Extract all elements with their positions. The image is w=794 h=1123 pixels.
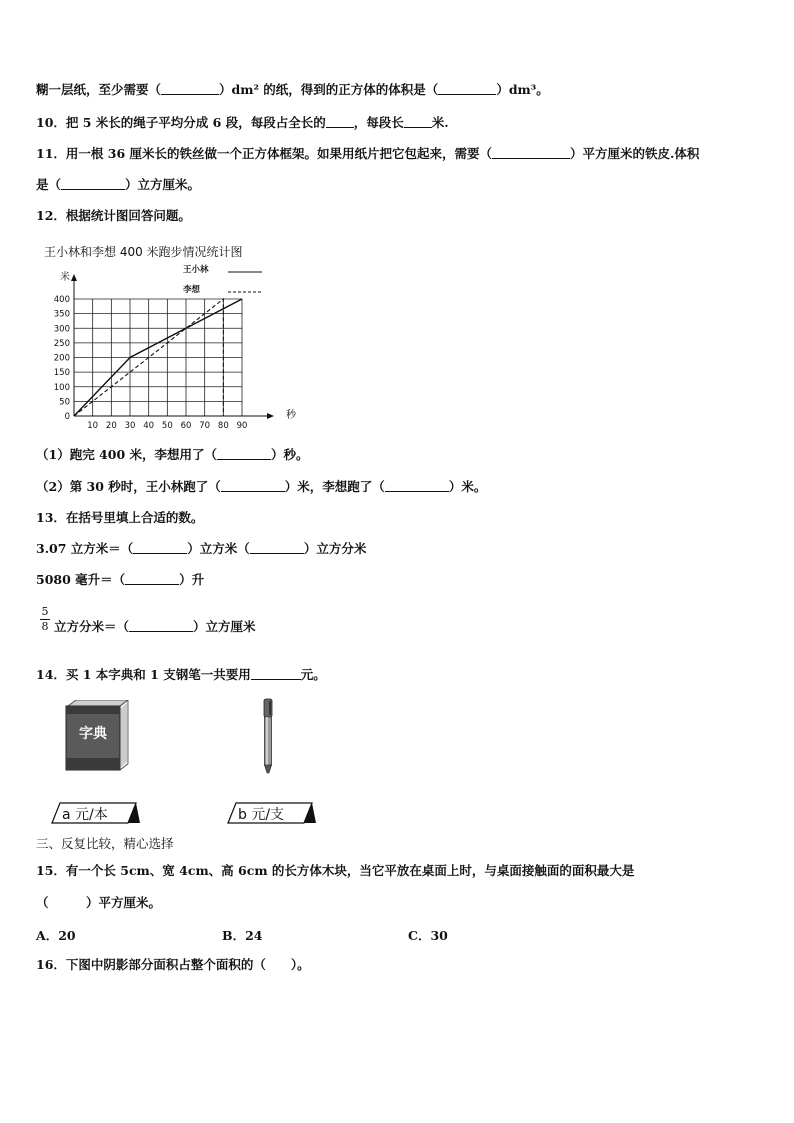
answer-blank[interactable]	[217, 447, 271, 460]
q10-text-a: 10．把 5 米长的绳子平均分成 6 段，每段占全长的	[36, 115, 326, 130]
q15-text-a: 15．有一个长 5cm、宽 4cm、高 6cm 的长方体木块，当它平放在桌面上时，与桌面接触面的面积最大是	[36, 863, 635, 878]
q9-text-c: ）dm³。	[496, 82, 549, 97]
section-3-heading	[36, 836, 174, 852]
pen-price-tag	[226, 801, 318, 825]
q13-1-text-c: ）立方分米	[303, 541, 367, 556]
q13-2-text-a: 5080 毫升＝（	[36, 572, 126, 587]
q11-text-a: 11．用一根 36 厘米长的铁丝做一个正方体框架。如果用纸片把它包起来，需要（	[36, 146, 492, 161]
y-axis-label: 米	[60, 272, 70, 283]
question-13	[36, 510, 203, 526]
y-tick-label: 200	[53, 353, 70, 364]
q9-text-b: ）dm² 的纸，得到的正方体的体积是（	[219, 82, 439, 97]
dictionary-illustration	[62, 700, 132, 775]
question-11-line-2	[36, 177, 200, 193]
q12-2-text-a: （2）第 30 秒时，王小林跑了（	[36, 479, 221, 494]
q13-1-text-a: 3.07 立方米＝（	[36, 541, 134, 556]
x-tick-label: 60	[180, 421, 192, 431]
answer-blank[interactable]	[326, 115, 354, 128]
dictionary-label: 字典	[79, 726, 107, 742]
y-axis-arrow	[71, 274, 77, 281]
q12-text: 12．根据统计图回答问题。	[36, 208, 191, 223]
y-tick-label: 50	[59, 397, 70, 408]
q12-2-text-b: ）米，李想跑了（	[284, 479, 385, 494]
option-a[interactable]: A．20	[36, 928, 76, 943]
q14-text-b: 元。	[300, 667, 326, 682]
chart-grid	[74, 299, 242, 416]
question-15	[36, 863, 634, 879]
q16-text: 16．下图中阴影部分面积占整个面积的（ ）。	[36, 957, 310, 972]
answer-blank[interactable]	[385, 479, 449, 492]
question-9-continuation	[36, 82, 549, 98]
question-12-2	[36, 479, 486, 495]
answer-blank[interactable]	[61, 177, 125, 190]
question-13-1	[36, 541, 366, 557]
chart-axes	[60, 270, 297, 421]
q9-text-a: 糊一层纸，至少需要（	[36, 82, 162, 97]
q10-text-c: 米.	[431, 115, 449, 130]
question-13-3	[54, 619, 256, 635]
q13-3-text-a: 立方分米＝（	[54, 619, 130, 634]
chart-ticks	[54, 295, 248, 431]
y-tick-label: 350	[53, 309, 70, 320]
answer-blank[interactable]	[250, 541, 304, 554]
question-12	[36, 208, 191, 224]
question-11	[36, 146, 699, 162]
pen-price-label: b 元/支	[238, 807, 285, 823]
book-price-label: a 元/本	[62, 807, 108, 823]
y-tick-label: 0	[64, 412, 70, 422]
fraction-numerator: 5	[41, 605, 49, 618]
option-b[interactable]: B．24	[222, 928, 263, 943]
q11-text-d: ）立方厘米。	[125, 177, 201, 192]
q11-text-c: 是（	[36, 177, 62, 192]
chart-legend	[182, 264, 262, 295]
legend-label: 李想	[183, 285, 201, 295]
x-tick-label: 50	[161, 421, 173, 431]
question-10	[36, 115, 449, 131]
question-15-line-2	[36, 895, 161, 911]
answer-blank[interactable]	[129, 619, 193, 632]
y-tick-label: 150	[53, 368, 70, 379]
answer-blank[interactable]	[438, 82, 496, 95]
q13-text: 13．在括号里填上合适的数。	[36, 510, 204, 525]
question-13-2	[36, 572, 204, 588]
answer-blank[interactable]	[492, 146, 570, 159]
x-axis-label: 秒	[286, 410, 296, 421]
fraction-denominator: 8	[41, 620, 49, 633]
chart-title: 王小林和李想 400 米跑步情况统计图	[44, 245, 243, 259]
q12-1-text-a: （1）跑完 400 米，李想用了（	[36, 447, 217, 462]
question-14	[36, 667, 326, 683]
x-tick-label: 70	[199, 421, 211, 431]
q11-text-b: ）平方厘米的铁皮.体积	[570, 146, 700, 161]
q10-text-b: ，每段长	[353, 115, 404, 130]
answer-blank[interactable]	[125, 572, 179, 585]
question-12-1	[36, 447, 309, 463]
x-axis-arrow	[267, 413, 274, 419]
x-tick-label: 20	[105, 421, 117, 431]
x-tick-label: 30	[124, 421, 136, 431]
x-tick-label: 10	[87, 421, 99, 431]
answer-blank[interactable]	[404, 115, 432, 128]
pen-illustration	[258, 697, 278, 777]
y-tick-label: 250	[53, 338, 70, 349]
fraction-five-eighths	[40, 605, 50, 634]
x-tick-label: 90	[236, 421, 248, 431]
q14-text-a: 14．买 1 本字典和 1 支钢笔一共要用	[36, 667, 251, 682]
q15-text-b: （ ）平方厘米。	[36, 895, 162, 910]
q12-2-text-c: ）米。	[448, 479, 487, 494]
running-line-chart	[40, 262, 340, 437]
answer-blank[interactable]	[133, 541, 187, 554]
option-c[interactable]: C．30	[408, 928, 448, 943]
answer-blank[interactable]	[251, 667, 301, 680]
legend-label: 王小林	[183, 265, 209, 275]
q13-3-text-b: ）立方厘米	[193, 619, 256, 634]
q13-2-text-b: ）升	[179, 572, 205, 587]
y-tick-label: 300	[53, 324, 70, 335]
x-tick-label: 80	[217, 421, 229, 431]
section-3-text: 三、反复比较，精心选择	[36, 836, 174, 851]
answer-blank[interactable]	[161, 82, 219, 95]
q13-1-text-b: ）立方米（	[187, 541, 250, 556]
y-tick-label: 400	[53, 295, 70, 305]
question-16	[36, 957, 310, 973]
answer-blank[interactable]	[221, 479, 285, 492]
y-tick-label: 100	[53, 382, 70, 393]
book-price-tag	[50, 801, 142, 825]
q12-1-text-b: ）秒。	[271, 447, 309, 462]
x-tick-label: 40	[143, 421, 155, 431]
